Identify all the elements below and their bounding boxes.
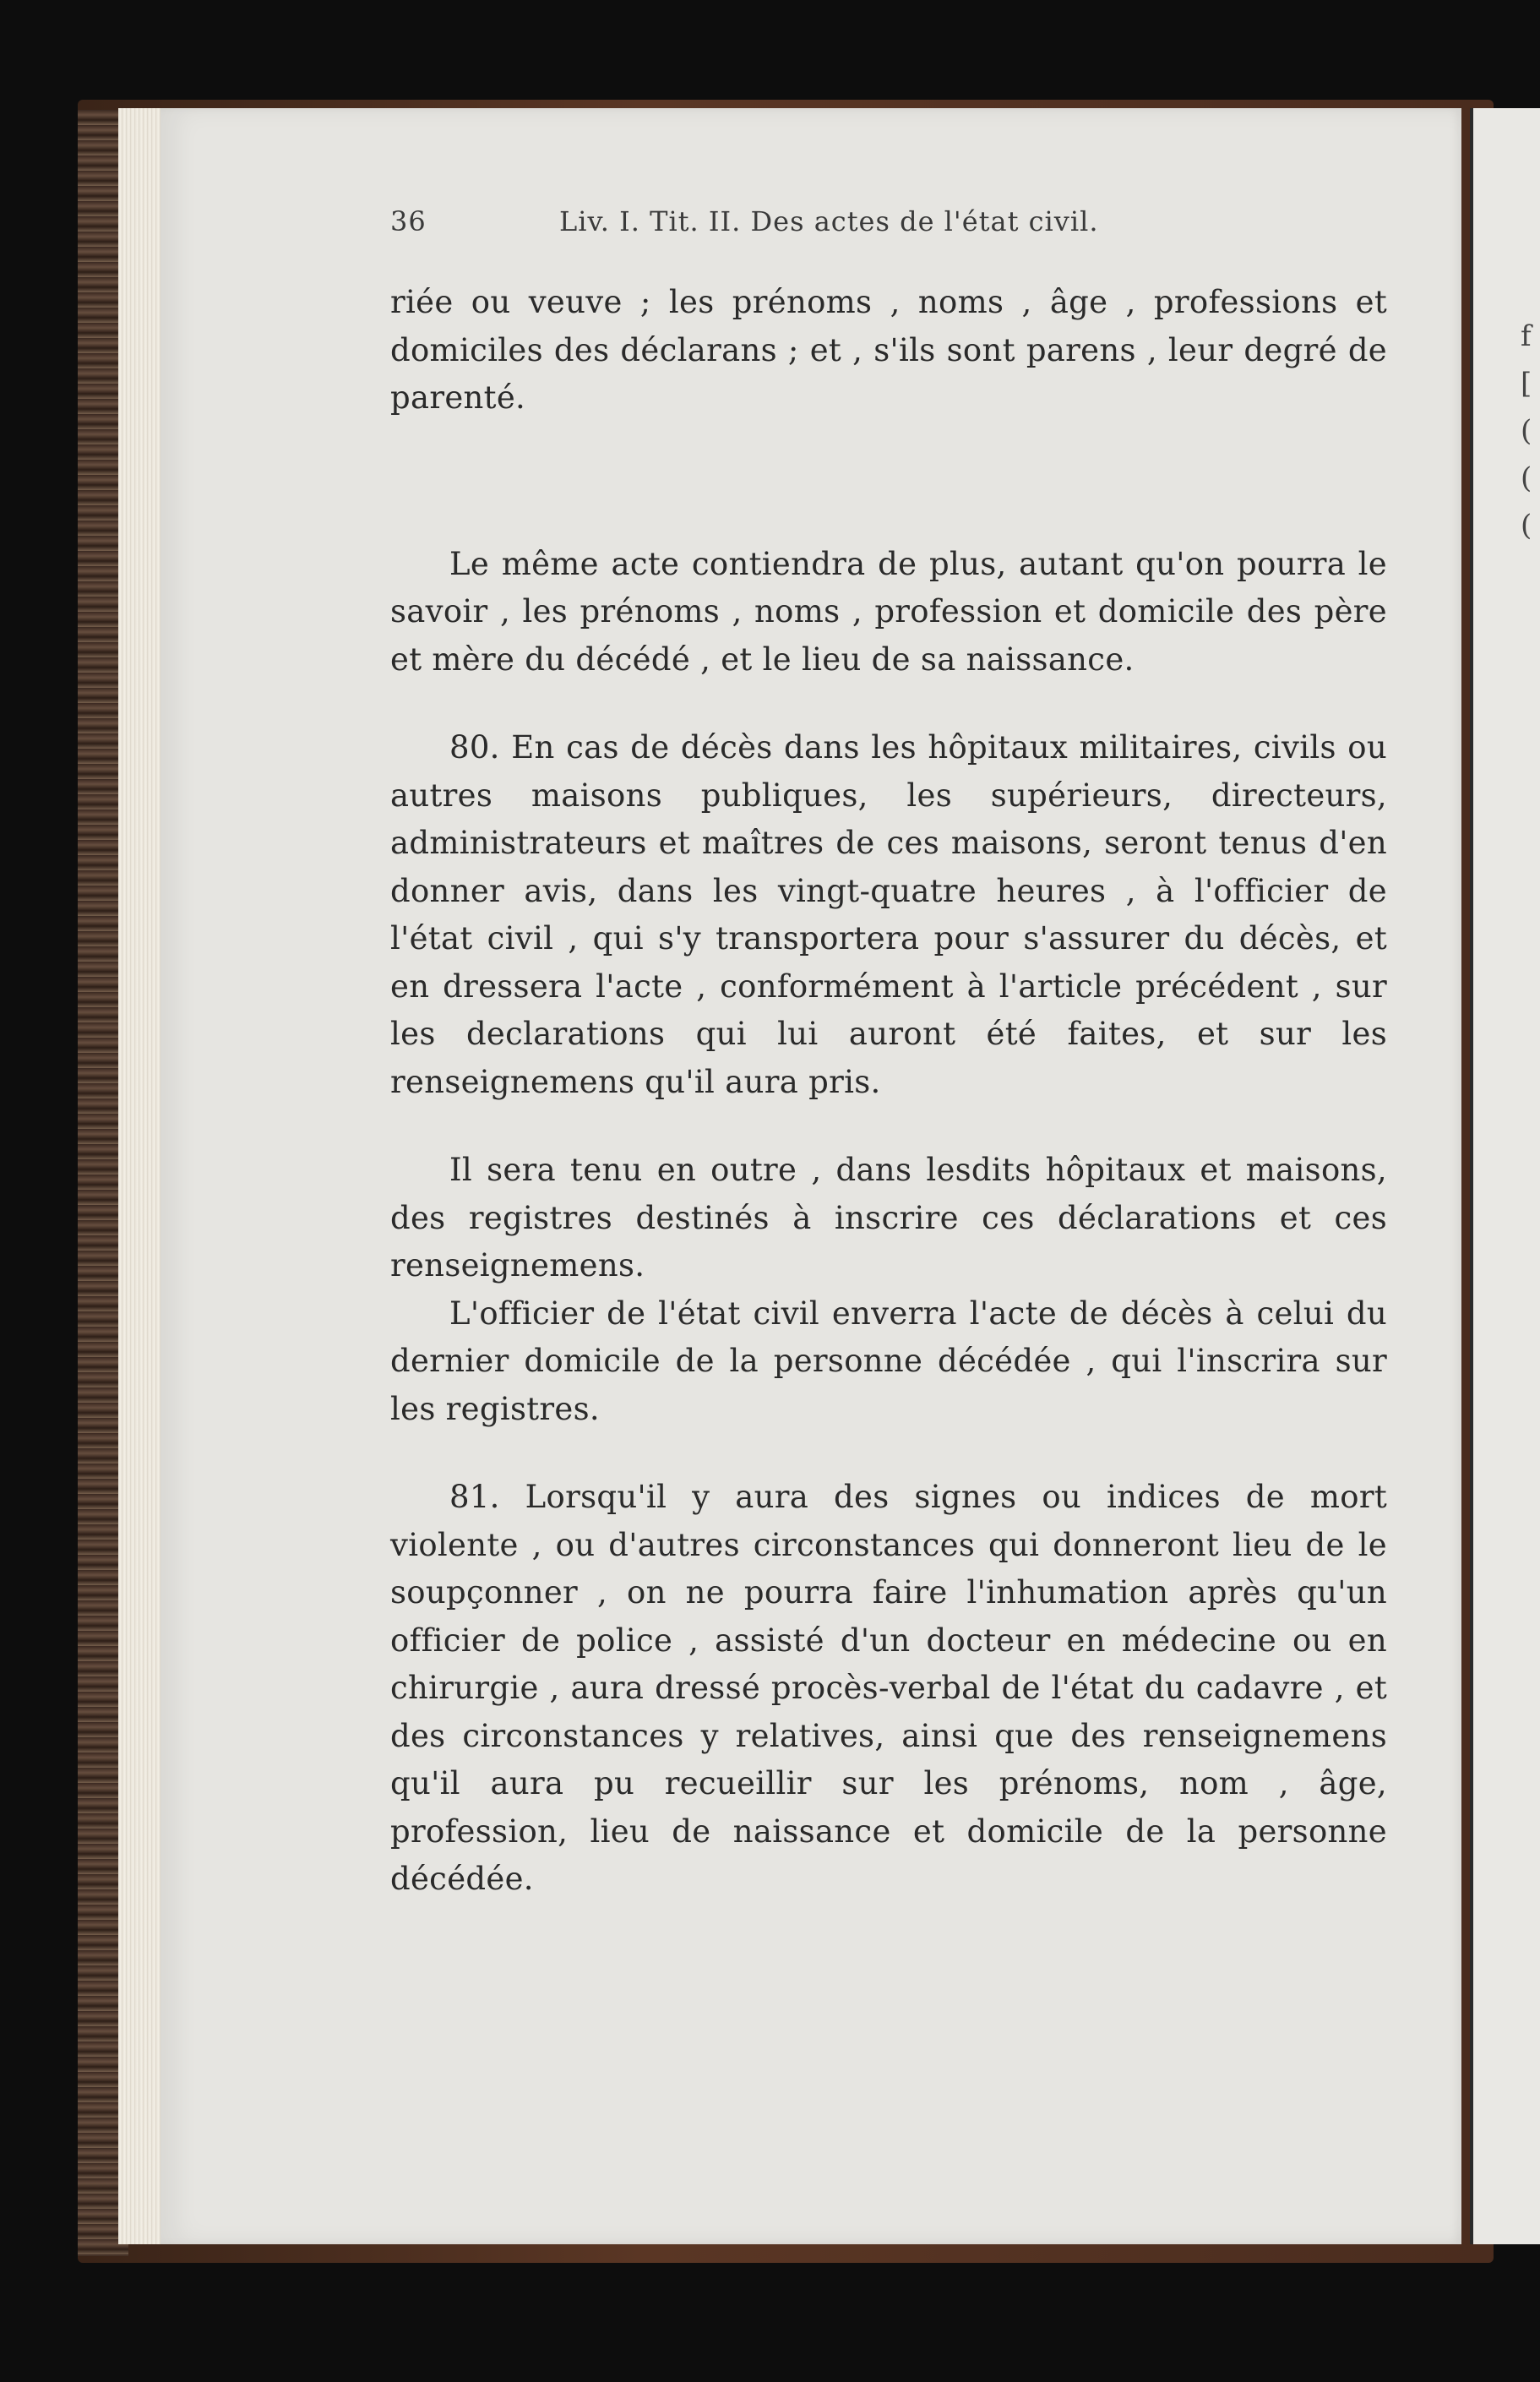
body-text bbox=[390, 279, 1387, 1904]
paragraph-registers: Il sera tenu en outre , dans lesdits hôpitaux et maisons, des registres destinés à inscrire ces déclarations et ces renseignemens. bbox=[390, 1152, 1387, 1284]
running-title: Liv. I. Tit. II. Des actes de l'état civil. bbox=[559, 205, 1099, 237]
paragraph-officer: L'officier de l'état civil enverra l'acte de décès à celui du dernier domicile de la personne décédée , qui l'inscrira sur les registres. bbox=[390, 1295, 1387, 1427]
article-81: 81. Lorsqu'il y aura des signes ou indices de mort violente , ou d'autres circonstances qui donneront lieu de le soupçonner , on ne pourra faire l'inhumation après qu'un officier de police , assisté d'un docteur en médecine ou en chirurgie , aura dressé procès-verbal de l'état du cadavre , et des circonstances y relatives, ainsi que des renseignemens qu'il aura pu recueillir sur les prénoms, nom , âge, profession, lieu de naissance et domicile de la personne décédée. bbox=[390, 1479, 1387, 1897]
paragraph-same-act: Le même acte contiendra de plus, autant qu'on pourra le savoir , les prénoms , noms , profession et domicile des père et mère du décédé , et le lieu de sa naissance. bbox=[390, 545, 1387, 678]
page-number: 36 bbox=[390, 205, 427, 237]
article-80: 80. En cas de décès dans les hôpitaux militaires, civils ou autres maisons publiques, les supérieurs, directeurs, administrateurs et maîtres de ces maisons, seront tenus d'en donner avis, dans les vingt-quatre heures , à l'officier de l'état civil , qui s'y transportera pour s'assurer du décès, et en dressera l'acte , conformément à l'article précédent , sur les declarations qui lui auront été faites, et sur les renseignemens qu'il aura pris. bbox=[390, 729, 1387, 1100]
page-header bbox=[390, 205, 1362, 248]
paragraph-continuation: riée ou veuve ; les prénoms , noms , âge , professions et domiciles des déclarans ; et , s'ils sont parens , leur degré de parenté. bbox=[390, 284, 1387, 416]
facing-page-marks: f [ ( ( ( bbox=[1521, 319, 1532, 542]
